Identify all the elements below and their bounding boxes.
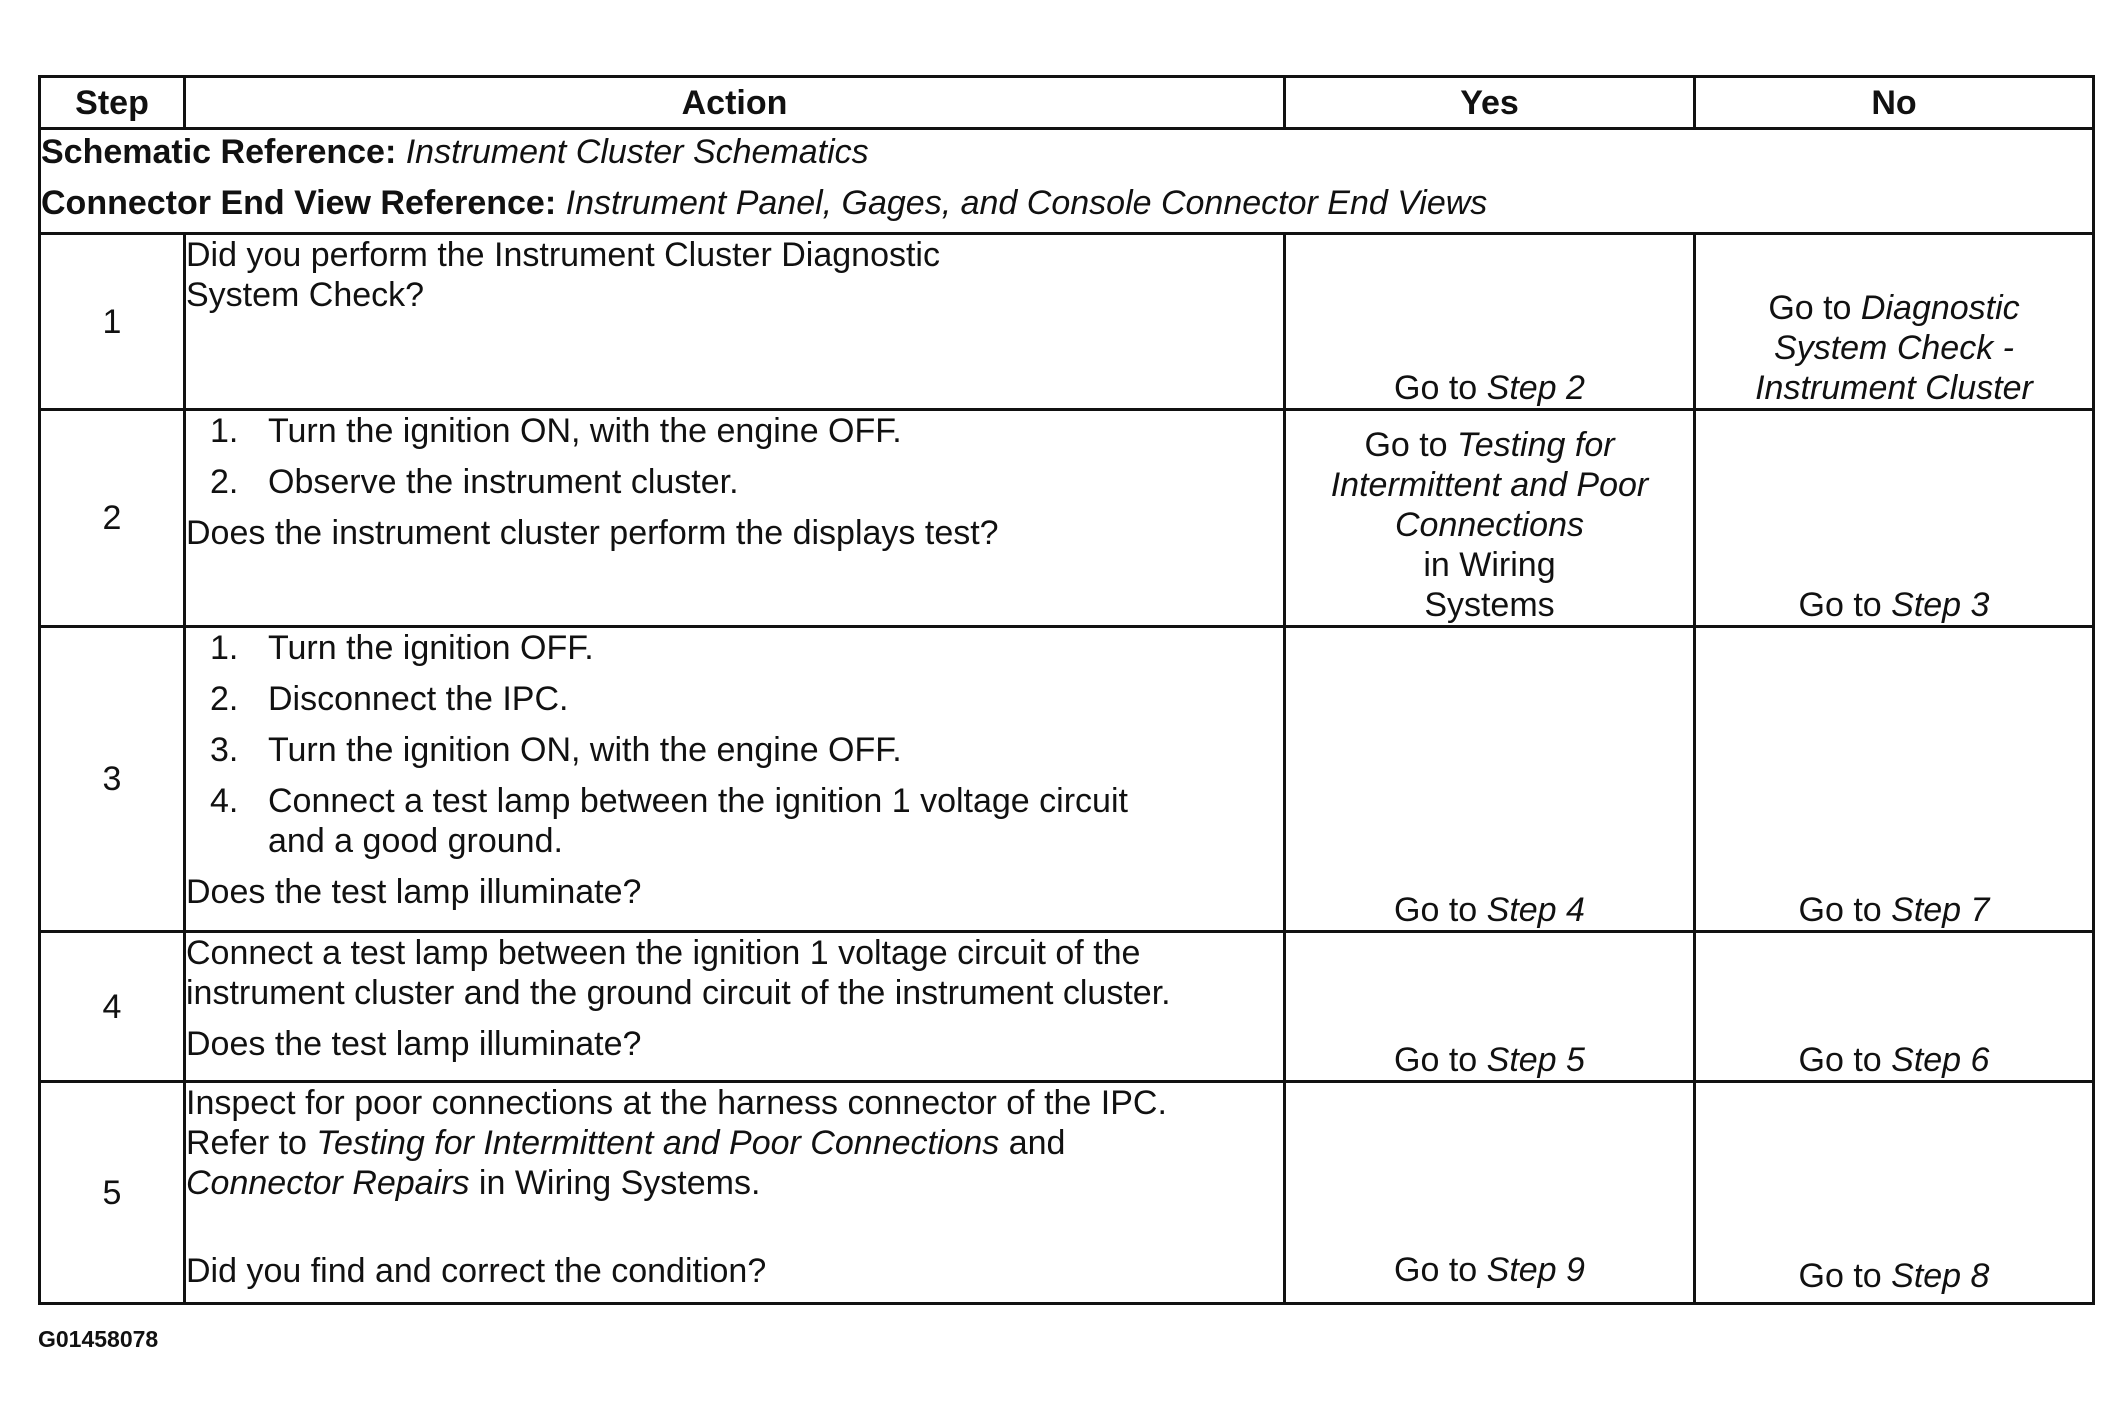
list-text: Turn the ignition ON, with the engine OFF. — [268, 731, 902, 769]
go-to-text: Go to — [1798, 586, 1892, 624]
step-action — [185, 932, 1285, 1082]
step-action — [185, 1082, 1285, 1304]
testing-link[interactable]: Connections — [1394, 506, 1584, 544]
diagnostic-link[interactable]: Instrument Cluster — [1755, 369, 2033, 407]
step-yes — [1285, 234, 1695, 410]
action-question: Does the test lamp illuminate? — [186, 873, 642, 911]
list-text: Turn the ignition ON, with the engine OFF. — [268, 412, 902, 450]
action-question: Does the instrument cluster perform the displays test? — [186, 514, 999, 552]
list-number: 3. — [210, 731, 239, 769]
step-row-5 — [40, 1082, 2094, 1304]
step-link[interactable]: Step 9 — [1486, 1251, 1585, 1289]
step-number: 3 — [40, 627, 185, 932]
connector-reference — [41, 181, 2092, 232]
header-no: No — [1695, 77, 2094, 129]
list-text: and a good ground. — [268, 822, 563, 860]
step-no — [1695, 234, 2094, 410]
step-row-1 — [40, 234, 2094, 410]
step-action — [185, 627, 1285, 932]
action-text: System Check? — [186, 276, 425, 314]
step-action — [185, 410, 1285, 627]
list-item — [186, 462, 1283, 502]
list-item — [186, 730, 1283, 770]
list-item — [186, 411, 1283, 451]
diagnostic-table — [38, 75, 2095, 1305]
list-item — [186, 781, 1283, 861]
list-number: 1. — [210, 412, 239, 450]
step-link[interactable]: Step 5 — [1486, 1041, 1585, 1079]
action-text — [186, 1123, 1283, 1163]
step-no — [1695, 1082, 2094, 1304]
reference-cell — [40, 129, 2094, 234]
header-step: Step — [40, 77, 185, 129]
step-no — [1695, 932, 2094, 1082]
action-text — [186, 1163, 1283, 1203]
header-yes: Yes — [1285, 77, 1695, 129]
list-text: Disconnect the IPC. — [268, 680, 569, 718]
step-number: 5 — [40, 1082, 185, 1304]
step-no — [1695, 410, 2094, 627]
action-text-part: and — [999, 1124, 1066, 1162]
testing-link[interactable]: Testing for Intermittent and Poor Connections — [316, 1124, 1000, 1162]
action-text-part: in Wiring Systems. — [469, 1164, 761, 1202]
figure-code: G01458078 — [38, 1326, 159, 1352]
go-to-text: Go to — [1394, 1251, 1487, 1289]
diagnostic-link[interactable]: System Check - — [1774, 329, 2014, 367]
step-link[interactable]: Step 8 — [1891, 1257, 1990, 1295]
step-yes — [1285, 410, 1695, 627]
step-no — [1695, 627, 2094, 932]
action-text: Did you perform the Instrument Cluster Diagnostic — [186, 236, 940, 274]
yes-text: in Wiring — [1423, 546, 1556, 584]
go-to-text: Go to — [1394, 891, 1487, 929]
list-text: Connect a test lamp between the ignition 1 voltage circuit — [268, 782, 1128, 820]
list-number: 2. — [210, 680, 239, 718]
list-number: 2. — [210, 463, 239, 501]
step-row-2 — [40, 410, 2094, 627]
action-question: Did you find and correct the condition? — [186, 1252, 767, 1290]
list-item — [186, 679, 1283, 719]
step-link[interactable]: Step 3 — [1891, 586, 1990, 624]
reference-row — [40, 129, 2094, 234]
action-text-part: Refer to — [186, 1124, 317, 1162]
testing-link[interactable]: Intermittent and Poor — [1330, 466, 1649, 504]
go-to-text: Go to — [1394, 369, 1487, 407]
schematic-reference — [41, 130, 2092, 181]
header-row — [40, 77, 2094, 129]
step-yes — [1285, 932, 1695, 1082]
list-item — [186, 628, 1283, 668]
step-number: 1 — [40, 234, 185, 410]
connector-repairs-link[interactable]: Connector Repairs — [186, 1164, 470, 1202]
diagnostic-link[interactable]: Diagnostic — [1860, 289, 2020, 327]
testing-link[interactable]: Testing for — [1457, 426, 1615, 464]
schematic-reference-link[interactable]: Instrument Cluster Schematics — [405, 133, 869, 171]
step-row-4 — [40, 932, 2094, 1082]
step-action — [185, 234, 1285, 410]
list-text: Observe the instrument cluster. — [268, 463, 739, 501]
step-link[interactable]: Step 7 — [1891, 891, 1990, 929]
connector-reference-link[interactable]: Instrument Panel, Gages, and Console Connector End Views — [565, 184, 1488, 222]
go-to-text: Go to — [1798, 891, 1892, 929]
go-to-text: Go to — [1798, 1041, 1892, 1079]
step-yes — [1285, 1082, 1695, 1304]
list-number: 4. — [210, 782, 239, 820]
go-to-text: Go to — [1364, 426, 1458, 464]
list-number: 1. — [210, 629, 239, 667]
step-yes — [1285, 627, 1695, 932]
connector-reference-label: Connector End View Reference: — [41, 184, 557, 222]
step-number: 2 — [40, 410, 185, 627]
header-action: Action — [185, 77, 1285, 129]
step-row-3 — [40, 627, 2094, 932]
go-to-text: Go to — [1768, 289, 1861, 327]
list-text: Turn the ignition OFF. — [268, 629, 594, 667]
action-text: instrument cluster and the ground circuit of the instrument cluster. — [186, 974, 1171, 1012]
action-text: Inspect for poor connections at the harness connector of the IPC. — [186, 1084, 1167, 1122]
yes-text: Systems — [1424, 586, 1555, 624]
go-to-text: Go to — [1394, 1041, 1487, 1079]
action-text: Connect a test lamp between the ignition 1 voltage circuit of the — [186, 934, 1141, 972]
step-link[interactable]: Step 6 — [1891, 1041, 1990, 1079]
step-number: 4 — [40, 932, 185, 1082]
step-link[interactable]: Step 2 — [1486, 369, 1585, 407]
schematic-reference-label: Schematic Reference: — [41, 133, 397, 171]
action-question: Does the test lamp illuminate? — [186, 1025, 642, 1063]
step-link[interactable]: Step 4 — [1486, 891, 1585, 929]
go-to-text: Go to — [1798, 1257, 1892, 1295]
